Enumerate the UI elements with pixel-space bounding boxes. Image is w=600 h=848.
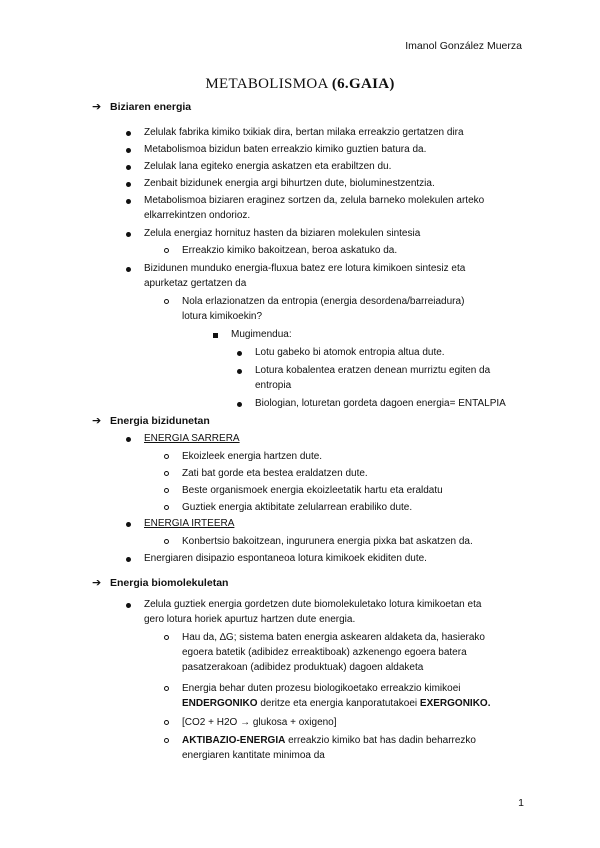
section-heading: Energia biomolekuletan [110, 577, 229, 589]
list-item-continuation: gero lotura horiek apurtuz hartzen dute energia. [144, 614, 356, 625]
list-item: Zenbait bizidunek energia argi bihurtzen dute, bioluminestzentzia. [144, 178, 435, 189]
sub-sub-sub-list-item: Lotura kobalentea eratzen denean murriztu egiten da [255, 365, 491, 376]
list-item-continuation: apurketaz gertatzen da [144, 278, 247, 289]
equation: [CO2 + H2O → glukosa + oxigeno] [182, 717, 337, 728]
sub-list-item: Erreakzio kimiko bakoitzean, beroa askatuko da. [182, 245, 398, 256]
sub-list-item-continuation: energiaren kantitate minimoa da [182, 750, 325, 761]
sub-list-item-continuation: egoera batetik (adibidez erreaktiboak) azkenengo egoera batera [182, 647, 467, 658]
sub-sub-sub-list-item-continuation: entropia [255, 380, 292, 391]
list-item: Metabolismoa bizidun baten erreakzio kimiko guztien batura da. [144, 144, 427, 155]
list-item-heading: ENERGIA IRTEERA [144, 518, 235, 529]
sub-list-item: Zati bat gorde eta bestea eraldatzen dute. [182, 468, 368, 479]
arrow-icon: ➔ [92, 101, 102, 113]
sub-list-item: Ekoizleek energia hartzen dute. [182, 451, 323, 462]
title-number: (6.GAIA) [331, 76, 395, 92]
text-run: deritze eta energia kanporatutakoei [257, 698, 420, 709]
activation-energy-term: AKTIBAZIO-ENERGIA [182, 735, 286, 746]
list-item: Zelula guztiek energia gordetzen dute biomolekuletako lotura kimikoetan eta [144, 599, 482, 610]
sub-list-item: Energia behar duten prozesu biologikoetako erreakzio kimikoei [182, 683, 461, 694]
sub-list-item-continuation: lotura kimikoekin? [182, 311, 263, 322]
exergonic-term: EXERGONIKO. [419, 698, 491, 709]
list-item: Energiaren disipazio espontaneoa lotura kimikoek ekiditen dute. [144, 553, 427, 564]
sub-list-item-continuation [182, 697, 490, 711]
sub-list-item-continuation: pasatzerakoan (adibidez produktuak) dagoen aldaketa [182, 662, 424, 673]
list-item: Zelula energiaz hornituz hasten da biziaren molekulen sintesia [144, 228, 421, 239]
sub-list-item: Beste organismoek energia ekoizleetatik hartu eta eraldatu [182, 485, 443, 496]
section-heading: Energia bizidunetan [110, 415, 210, 427]
text-run: erreakzio kimiko bat has dadin beharrezko [285, 735, 476, 746]
section-heading: Biziaren energia [110, 101, 192, 113]
sub-sub-sub-list-item: Lotu gabeko bi atomok entropia altua dute. [255, 347, 445, 358]
page-number: 1 [518, 797, 524, 809]
endergonic-term: ENDERGONIKO [182, 698, 258, 709]
author-name: Imanol González Muerza [405, 40, 522, 52]
sub-sub-sub-list-item: Biologian, loturetan gordeta dagoen energia= ENTALPIA [255, 398, 506, 409]
list-item: Zelulak fabrika kimiko txikiak dira, bertan milaka erreakzio gertatzen dira [144, 127, 464, 138]
list-item: Bizidunen munduko energia-fluxua batez ere lotura kimikoen sintesiz eta [144, 263, 466, 274]
list-item: Zelulak lana egiteko energia askatzen eta erabiltzen du. [144, 161, 392, 172]
title-main: METABOLISMOA [205, 76, 328, 92]
arrow-icon: ➔ [92, 577, 102, 589]
sub-list-item: Hau da, ∆G; sistema baten energia askearen aldaketa da, hasierako [182, 632, 485, 643]
arrow-icon: ➔ [92, 415, 102, 427]
list-item-continuation: elkarrekintzen ondorioz. [144, 210, 251, 221]
list-item: Metabolismoa biziaren eraginez sortzen da, zelula barneko molekulen arteko [144, 195, 485, 206]
sub-list-item: Nola erlazionatzen da entropia (energia desordena/barreiadura) [182, 296, 465, 307]
page-title [0, 76, 600, 93]
sub-list-item [182, 734, 476, 748]
sub-list-item: Konbertsio bakoitzean, ingurunera energia pixka bat askatzen da. [182, 536, 473, 547]
list-item-heading: ENERGIA SARRERA [144, 433, 240, 444]
sub-sub-list-item: Mugimendua: [231, 329, 292, 340]
sub-list-item: Guztiek energia aktibitate zelularrean erabiliko dute. [182, 502, 413, 513]
